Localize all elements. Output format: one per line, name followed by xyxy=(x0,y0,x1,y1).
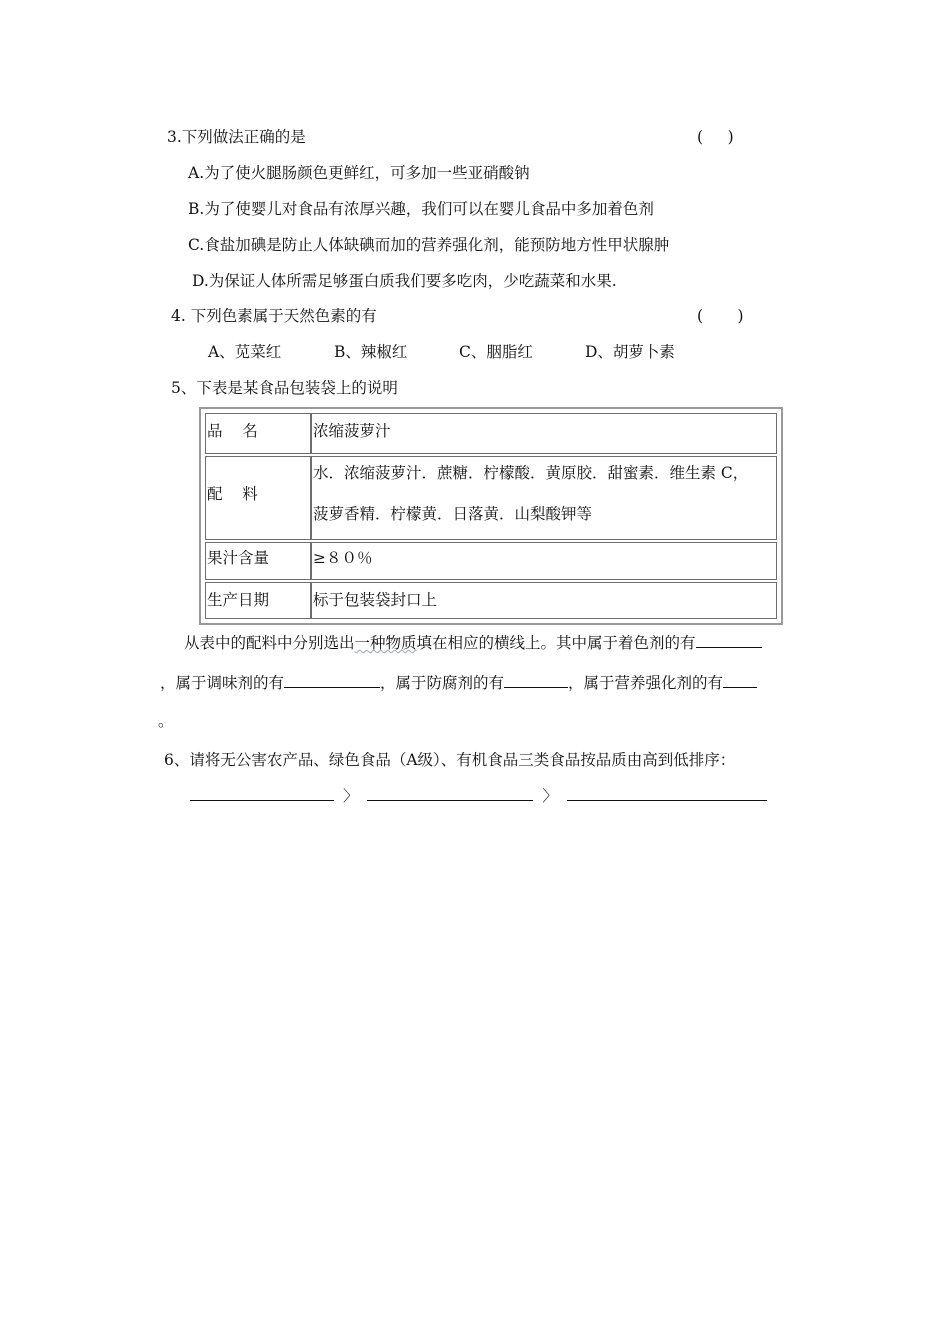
table-label-ingredients: 配 料 xyxy=(207,485,258,503)
fortifier-answer-blank[interactable] xyxy=(723,673,757,688)
flavoring-answer-blank[interactable] xyxy=(284,673,380,688)
q5-fill-text-a: 从表中的配料中分别选出 xyxy=(184,634,355,652)
table-value-ingredients-line2: 菠萝香精．柠檬黄．日落黄．山梨酸钾等 xyxy=(313,505,593,523)
q5-fill-line2 xyxy=(160,673,757,693)
rank-first-blank[interactable] xyxy=(190,786,334,801)
q4-answer-parentheses: ( ) xyxy=(697,307,744,325)
table-value-ingredients-line1: 水．浓缩菠萝汁．蔗糖．柠檬酸．黄原胶．甜蜜素．维生素 C， xyxy=(313,464,749,482)
q4-stem: 4. 下列色素属于天然色素的有 xyxy=(171,307,377,325)
q5-fill-line3: 。 xyxy=(158,712,174,730)
rank-third-blank[interactable] xyxy=(567,786,767,801)
rank-separator-1: 〉 xyxy=(342,787,359,805)
q5-fill-text-c: 填在相应的横线上。其中属于着色剂的有 xyxy=(416,634,696,652)
table-row-juice-value-cell xyxy=(311,542,777,580)
q5-fill-text-fortifier: ，属于营养强化剂的有 xyxy=(568,674,724,692)
q4-option-a: A、苋菜红 xyxy=(208,343,282,361)
q3-option-b: B.为了使婴儿对食品有浓厚兴趣，我们可以在婴儿食品中多加着色剂 xyxy=(188,200,654,218)
q3-option-d: D.为保证人体所需足够蛋白质我们要多吃肉，少吃蔬菜和水果. xyxy=(192,272,617,290)
table-value-production-date: 标于包装袋封口上 xyxy=(313,591,438,609)
q3-option-c: C.食盐加碘是防止人体缺碘而加的营养强化剂，能预防地方性甲状腺肿 xyxy=(188,236,670,254)
q4-option-c: C、胭脂红 xyxy=(459,343,533,361)
q5-fill-line1 xyxy=(184,633,762,653)
q3-option-a: A.为了使火腿肠颜色更鲜红，可多加一些亚硝酸钠 xyxy=(188,164,530,182)
q4-option-d: D、胡萝卜素 xyxy=(585,343,675,361)
rank-separator-2: 〉 xyxy=(542,787,558,805)
label-table xyxy=(199,407,783,625)
q4-option-b: B、辣椒红 xyxy=(334,343,408,361)
q6-ranking-line xyxy=(190,786,767,806)
preservative-answer-blank[interactable] xyxy=(504,673,568,688)
q5-fill-text-emphasis: 一种物质 xyxy=(354,634,417,652)
table-label-name: 品 名 xyxy=(207,422,258,440)
q3-stem: 3.下列做法正确的是 xyxy=(167,128,306,146)
table-value-juice-content: ≥８０％ xyxy=(313,549,373,567)
q5-fill-text-preservative: ，属于防腐剂的有 xyxy=(380,674,505,692)
table-value-name: 浓缩菠萝汁 xyxy=(313,422,391,440)
colorant-answer-blank[interactable] xyxy=(696,633,762,648)
table-label-juice-content: 果汁含量 xyxy=(207,549,270,567)
q6-stem: 6、请将无公害农产品、绿色食品（A级）、有机食品三类食品按品质由高到低排序： xyxy=(164,751,736,769)
q5-fill-text-flavoring: ，属于调味剂的有 xyxy=(160,674,285,692)
rank-second-blank[interactable] xyxy=(367,786,533,801)
q3-answer-parentheses: ( ) xyxy=(697,128,734,146)
q5-stem: 5、下表是某食品包装袋上的说明 xyxy=(171,379,398,397)
table-label-production-date: 生产日期 xyxy=(207,591,270,609)
